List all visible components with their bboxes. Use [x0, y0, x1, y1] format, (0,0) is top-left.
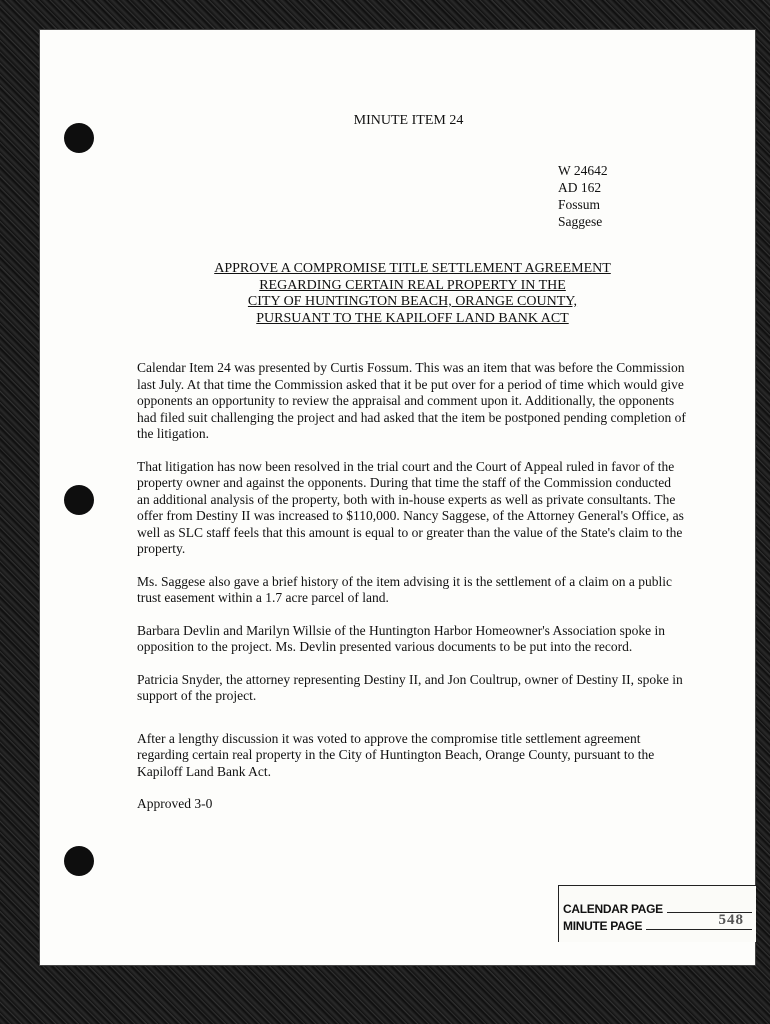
- item-heading: [40, 261, 755, 327]
- heading-line: CITY OF HUNTINGTON BEACH, ORANGE COUNTY,: [247, 294, 578, 309]
- paragraph-litigation: That litigation has now been resolved in the trial court and the Court of Appeal ruled in favor of the property owner and against the opponents. During that time the staff of the Commission conducted an additional analysis of the property, both with in-house experts as well as private consultants. The offer from Destiny II was increased to $110,000. Nancy Saggese, of the Attorney General's Office, as well as SLC staff feels that this amount is equal to or greater than the value of the State's claim to the property.: [137, 458, 684, 556]
- heading-line: PURSUANT TO THE KAPILOFF LAND BANK ACT: [256, 310, 569, 326]
- paragraph-support: Patricia Snyder, the attorney representing Destiny II, and Jon Coultrup, owner of Destiny II, spoke in support of the project.: [137, 671, 683, 703]
- file-ref-presenter: Fossum: [558, 197, 601, 212]
- punch-hole: [64, 485, 94, 515]
- file-ref-counsel: Saggese: [558, 214, 603, 229]
- punch-hole: [64, 846, 94, 876]
- approval-result: Approved 3-0: [137, 796, 213, 811]
- paragraph-history: Ms. Saggese also gave a brief history of the item advising it is the settlement of a claim on a public trust easement within a 1.7 acre parcel of land.: [137, 573, 672, 605]
- file-references: [558, 162, 608, 230]
- minute-body: [137, 360, 687, 829]
- heading-line: REGARDING CERTAIN REAL PROPERTY IN THE: [259, 277, 566, 293]
- page-stamp: [558, 885, 756, 942]
- heading-line: APPROVE A COMPROMISE TITLE SETTLEMENT AGREEMENT: [214, 261, 611, 276]
- minute-page-line: [646, 912, 752, 930]
- minute-page-label: MINUTE PAGE: [563, 919, 643, 933]
- paragraph-presentation: Calendar Item 24 was presented by Curtis Fossum. This was an item that was before the Commission last July. At that time the Commission asked that it be put over for a period of time which would give opponents an opportunity to review the appraisal and comment upon it. Additionally, the opponents had filed suit challenging the project and had asked that the item be postponed pending completion of the litigation.: [137, 360, 686, 441]
- file-ref-ad: AD 162: [558, 180, 602, 195]
- document-page: [40, 30, 755, 965]
- calendar-page-label: CALENDAR PAGE: [563, 902, 663, 916]
- minute-item-title: MINUTE ITEM 24: [353, 113, 464, 128]
- paragraph-opposition: Barbara Devlin and Marilyn Willsie of the Huntington Harbor Homeowner's Association spoke in opposition to the project. Ms. Devlin presented various documents to be put into the record.: [137, 622, 666, 654]
- minute-page-value: 548: [718, 912, 744, 928]
- file-ref-w: W 24642: [558, 163, 608, 178]
- paragraph-vote: After a lengthy discussion it was voted to approve the compromise title settlement agreement regarding certain real property in the City of Huntington Beach, Orange County, pursuant to the Kapiloff Land Bank Act.: [137, 730, 655, 779]
- minute-page-row: [559, 912, 756, 933]
